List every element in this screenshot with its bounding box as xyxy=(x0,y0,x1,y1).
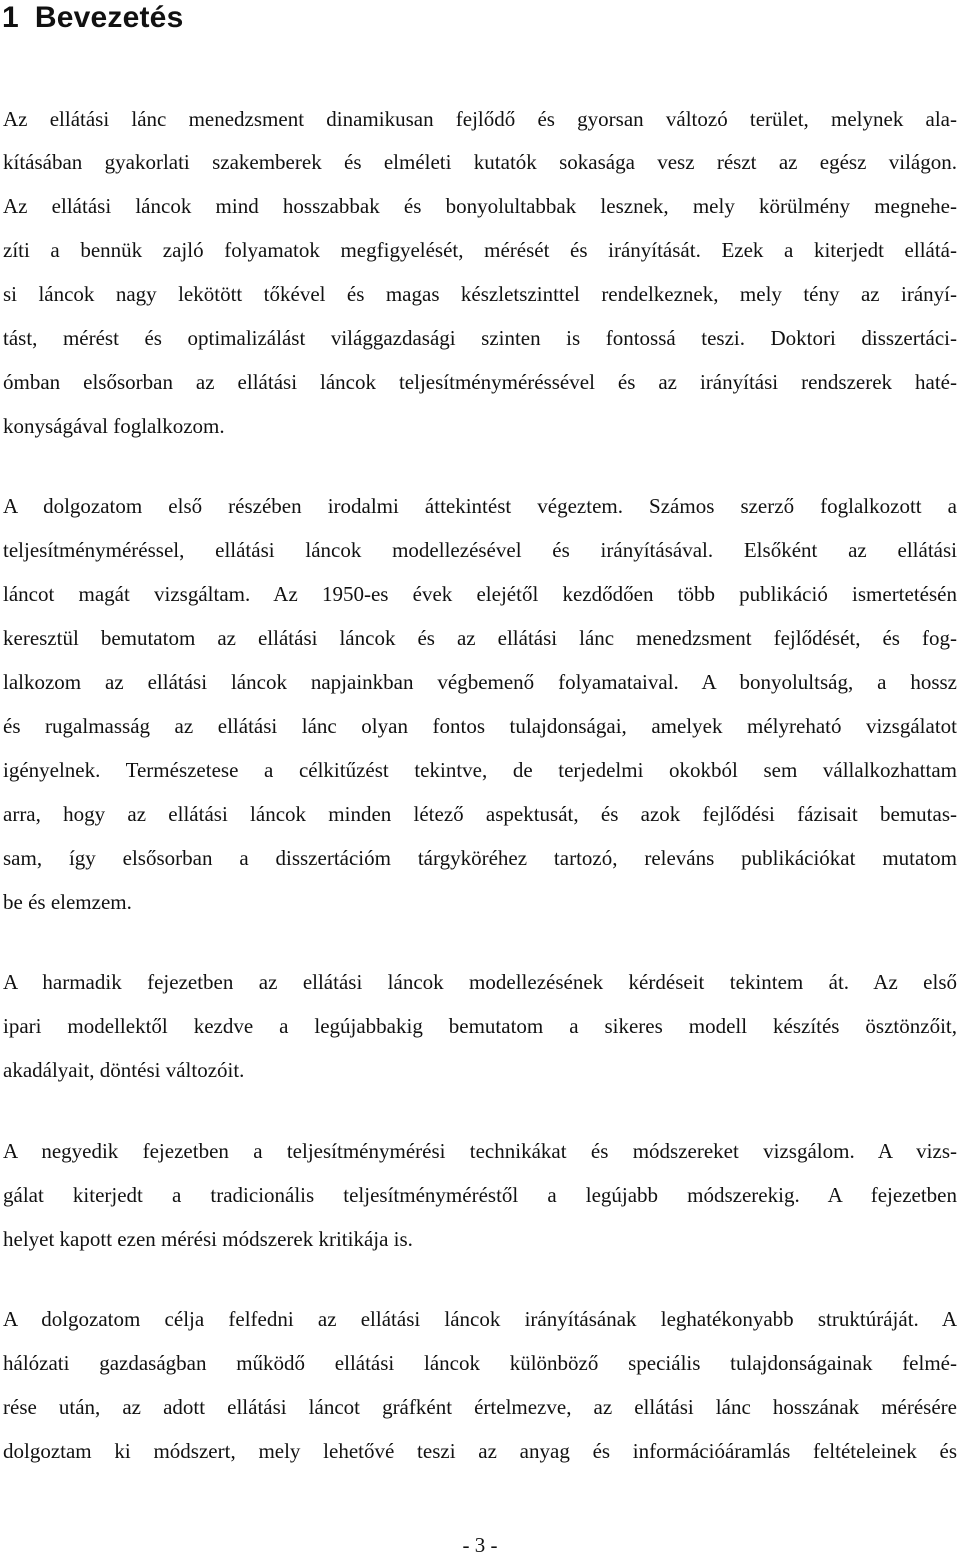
text-line: be és elemzem. xyxy=(3,890,132,914)
text-line: zíti a bennük zajló folyamatok megfigyelését, mérését és irányítását. Ezek a kiterjedt ellátá- xyxy=(3,238,957,262)
text-line: lalkozom az ellátási láncok napjainkban végbemenő folyamataival. A bonyolultság, a hossz xyxy=(3,670,957,694)
text-line: kításában gyakorlati szakemberek és elméleti kutatók sokasága vesz részt az egész világon. xyxy=(3,150,957,174)
text-line: tást, mérést és optimalizálást világgazdasági szinten is fontossá teszi. Doktori disszertáci- xyxy=(3,326,957,350)
text-line: ómban elsősorban az ellátási láncok teljesítményméréssével és az irányítási rendszerek haté- xyxy=(3,370,957,394)
text-line: Az ellátási láncok mind hosszabbak és bonyolultabbak lesznek, mely körülmény megnehe- xyxy=(3,194,957,218)
text-line: dolgoztam ki módszert, mely lehetővé teszi az anyag és információáramlás feltételeinek és xyxy=(3,1439,957,1463)
text-line: láncot magát vizsgáltam. Az 1950-es évek elejétől kezdődően több publikáció ismertetésén xyxy=(3,582,957,606)
text-line: hálózati gazdaságban működő ellátási láncok különböző speciális tulajdonságainak felmé- xyxy=(3,1351,957,1375)
page-number: - 3 - xyxy=(462,1533,498,1557)
text-line: si láncok nagy lekötött tőkével és magas készletszinttel rendelkeznek, mely tény az irányí- xyxy=(3,282,957,306)
text-line: A harmadik fejezetben az ellátási láncok modellezésének kérdéseit tekintem át. Az első xyxy=(3,970,957,994)
text-line: akadályait, döntési változóit. xyxy=(3,1058,245,1082)
text-line: helyet kapott ezen mérési módszerek kritikája is. xyxy=(3,1227,413,1251)
text-line: arra, hogy az ellátási láncok minden létező aspektusát, és azok fejlődési fázisait bemutas- xyxy=(3,802,957,826)
text-line: igényelnek. Természetese a célkitűzést tekintve, de terjedelmi okokból sem vállalkozhattam xyxy=(3,758,957,782)
text-line: sam, így elsősorban a disszertációm tárgyköréhez tartozó, releváns publikációkat mutatom xyxy=(3,846,957,870)
text-line: Az ellátási lánc menedzsment dinamikusan fejlődő és gyorsan változó terület, melynek ala- xyxy=(3,107,957,131)
section-heading xyxy=(2,0,183,36)
section-title: Bevezetés xyxy=(34,1,184,34)
text-line: A dolgozatom célja felfedni az ellátási láncok irányításának leghatékonyabb struktúráját. A xyxy=(3,1307,957,1331)
text-line: konyságával foglalkozom. xyxy=(3,414,225,438)
text-line: és rugalmasság az ellátási lánc olyan fontos tulajdonságai, amelyek mélyreható vizsgálatot xyxy=(3,714,957,738)
text-line: keresztül bemutatom az ellátási láncok és az ellátási lánc menedzsment fejlődését, és fog- xyxy=(3,626,957,650)
section-number: 1 xyxy=(2,1,19,34)
text-line: teljesítményméréssel, ellátási láncok modellezésével és irányításával. Elsőként az ellátási xyxy=(3,538,957,562)
text-line: ipari modellektől kezdve a legújabbakig bemutatom a sikeres modell készítés ösztönzőit, xyxy=(3,1014,957,1038)
text-line: rése után, az adott ellátási láncot gráfként értelmezve, az ellátási lánc hosszának mérésére xyxy=(3,1395,957,1419)
text-line: gálat kiterjedt a tradicionális teljesítményméréstől a legújabb módszerekig. A fejezetben xyxy=(3,1183,957,1207)
text-line: A dolgozatom első részében irodalmi áttekintést végeztem. Számos szerző foglalkozott a xyxy=(3,494,957,518)
text-line: A negyedik fejezetben a teljesítménymérési technikákat és módszereket vizsgálom. A vizs- xyxy=(3,1139,957,1163)
